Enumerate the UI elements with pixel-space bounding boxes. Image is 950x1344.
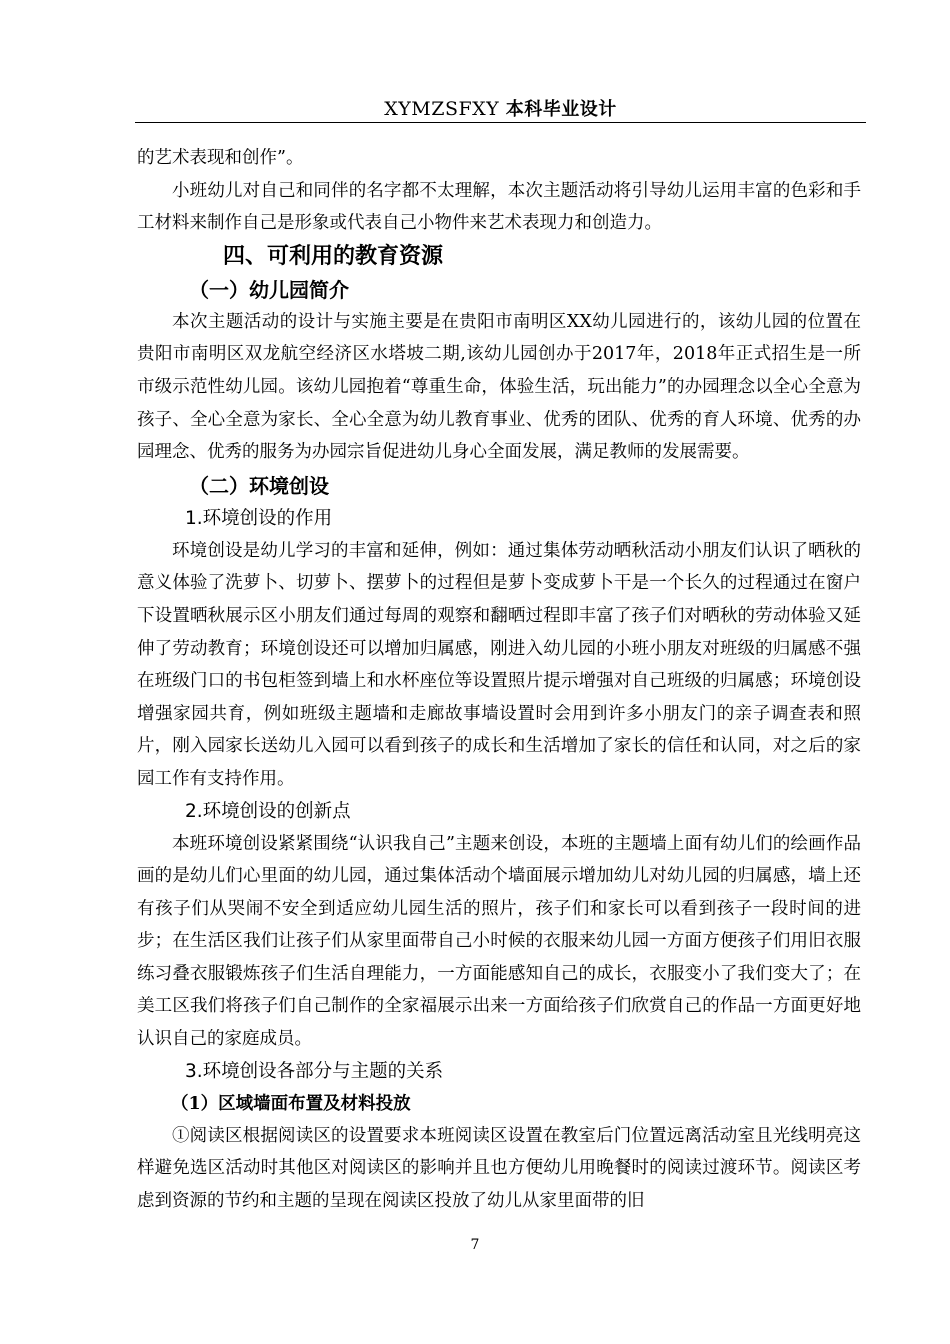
heading-area-layout: （1）区域墙面布置及材料投放 (171, 1093, 411, 1114)
paragraph-kindergarten: 本次主题活动的设计与实施主要是在贵阳市南明区XX幼儿园进行的，该幼儿园的位置在贵阳市南明区双龙航空经济区水塔坡二期,该幼儿园创办于2017年，2018年正式招生是一所市级示范性幼儿园。该幼儿园抱着“尊重生命，体验生活，玩出能力”的办园理念以全心全意为孩子、全心全意为家长、全心全意为幼儿教育事业、优秀的团队、优秀的育人环境、优秀的办园理念、优秀的服务为办园宗旨促进幼儿身心全面发展，满足教师的发展需要。 (137, 311, 861, 463)
section-heading-resources: 四、可利用的教育资源 (223, 243, 444, 269)
heading-environment-relation: 3.环境创设各部分与主题的关系 (185, 1060, 444, 1082)
header-code: XYMZSFXY (384, 98, 500, 120)
heading-environment-role: 1.环境创设的作用 (185, 507, 333, 529)
page-number: 7 (470, 1237, 480, 1253)
paragraph-environment-role: 环境创设是幼儿学习的丰富和延伸，例如：通过集体劳动晒秋活动小朋友们认识了晒秋的意义体验了洗萝卜、切萝卜、摆萝卜的过程但是萝卜变成萝卜干是一个长久的过程通过在窗户下设置晒秋展示区小朋友们通过每周的观察和翻晒过程即丰富了孩子们对晒秋的劳动体验又延伸了劳动教育；环境创设还可以增加归属感，刚进入幼儿园的小班小朋友对班级的归属感不强在班级门口的书包柜签到墙上和水杯座位等设置照片提示增强对自己班级的归属感；环境创设增强家园共育，例如班级主题墙和走廊故事墙设置时会用到许多小朋友门的亲子调查表和照片，刚入园家长送幼儿入园可以看到孩子的成长和生活增加了家长的信任和认同，对之后的家园工作有支持作用。 (137, 540, 861, 789)
subsection-heading-kindergarten: （一）幼儿园简介 (189, 277, 349, 302)
paragraph-reading-area: ①阅读区根据阅读区的设置要求本班阅读区设置在教室后门位置远离活动室且光线明亮这样避免选区活动时其他区对阅读区的影响并且也方便幼儿用晚餐时的阅读过渡环节。阅读区考虑到资源的节约和主题的呈现在阅读区投放了幼儿从家里面带的旧 (137, 1125, 861, 1211)
header-title: 本科毕业设计 (505, 99, 617, 120)
page-body (137, 142, 861, 1217)
header-rule (135, 122, 866, 123)
page-header (135, 96, 866, 122)
subsection-heading-environment: （二）环境创设 (189, 473, 329, 498)
paragraph-environment-innovation: 本班环境创设紧紧围绕“认识我自己”主题来创设，本班的主题墙上面有幼儿们的绘画作品画的是幼儿们心里面的幼儿园，通过集体活动个墙面展示增加幼儿对幼儿园的归属感，墙上还有孩子们从哭闹不安全到适应幼儿园生活的照片，孩子们和家长可以看到孩子一段时间的进步；在生活区我们让孩子们从家里面带自己小时候的衣服来幼儿园一方面方便孩子们用旧衣服练习叠衣服锻炼孩子们生活自理能力，一方面能感知自己的成长，衣服变小了我们变大了；在美工区我们将孩子们自己制作的全家福展示出来一方面给孩子们欣赏自己的作品一方面更好地认识自己的家庭成员。 (137, 833, 861, 1050)
heading-environment-innovation: 2.环境创设的创新点 (185, 800, 351, 822)
paragraph-continuation: 的艺术表现和创作”。 (137, 148, 304, 168)
paragraph-intro: 小班幼儿对自己和同伴的名字都不太理解，本次主题活动将引导幼儿运用丰富的色彩和手工材料来制作自己是形象或代表自己小物件来艺术表现力和创造力。 (137, 180, 861, 234)
